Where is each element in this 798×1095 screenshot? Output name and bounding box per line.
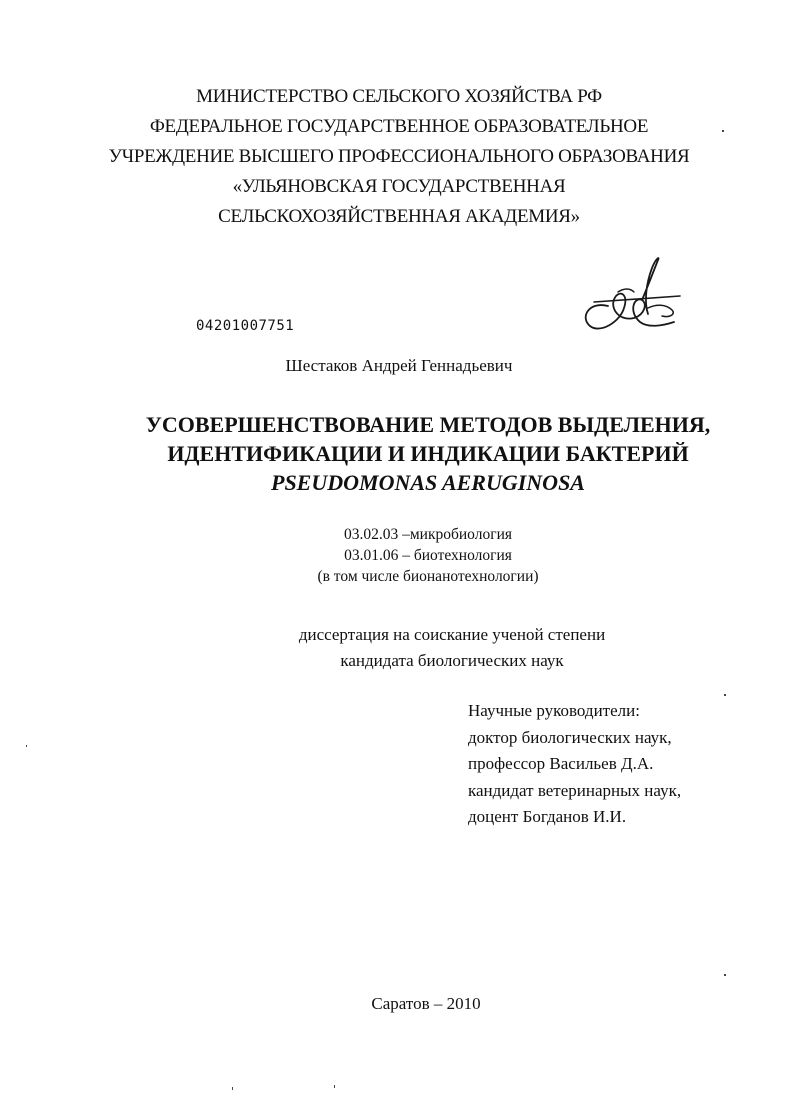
specialty-note: (в том числе бионанотехнологии)	[317, 568, 539, 585]
scientific-supervisors	[468, 698, 681, 831]
specialty-biotechnology: 03.01.06 – биотехнология	[344, 547, 512, 564]
signature-icon	[578, 256, 688, 336]
degree-statement	[0, 622, 798, 674]
title-line-1: УСОВЕРШЕНСТВОВАНИЕ МЕТОДОВ ВЫДЕЛЕНИЯ,	[145, 412, 711, 437]
supervisor-1-degree: доктор биологических наук,	[468, 727, 672, 747]
author-name: Шестаков Андрей Геннадьевич	[285, 356, 513, 375]
scan-speck	[724, 974, 726, 976]
degree-line-1: диссертация на соискание ученой степени	[298, 625, 606, 644]
city-year: Саратов – 2010	[371, 994, 481, 1013]
scan-speck	[232, 1087, 233, 1090]
scan-speck	[724, 694, 726, 696]
institution-line-academy-name: «УЛЬЯНОВСКАЯ ГОСУДАРСТВЕННАЯ	[232, 176, 566, 197]
institution-line-academy-type: СЕЛЬСКОХОЗЯЙСТВЕННАЯ АКАДЕМИЯ»	[218, 206, 580, 227]
scan-speck	[722, 130, 724, 132]
specialty-microbiology: 03.02.03 –микробиология	[343, 526, 512, 543]
institution-header	[0, 82, 798, 232]
supervisors-heading: Научные руководители:	[468, 701, 640, 720]
document-code: 04201007751	[196, 318, 295, 334]
scan-speck	[334, 1085, 335, 1088]
supervisor-2-name: доцент Богданов И.И.	[468, 807, 627, 826]
institution-line-establishment: УЧРЕЖДЕНИЕ ВЫСШЕГО ПРОФЕССИОНАЛЬНОГО ОБРАЗОВАНИЯ	[108, 146, 690, 167]
specialties	[0, 524, 798, 587]
supervisor-1-name: профессор Васильев Д.А.	[468, 754, 654, 773]
scan-speck	[26, 745, 27, 747]
title-species-name: PSEUDOMONAS AERUGINOSA	[271, 470, 585, 495]
dissertation-title	[0, 410, 798, 497]
supervisor-2-degree: кандидат ветеринарных наук,	[468, 780, 682, 800]
degree-line-2: кандидата биологических наук	[340, 651, 564, 670]
title-line-2: ИДЕНТИФИКАЦИИ И ИНДИКАЦИИ БАКТЕРИЙ	[167, 441, 689, 466]
institution-line-federal: ФЕДЕРАЛЬНОЕ ГОСУДАРСТВЕННОЕ ОБРАЗОВАТЕЛЬНОЕ	[149, 116, 649, 137]
institution-line-ministry: МИНИСТЕРСТВО СЕЛЬСКОГО ХОЗЯЙСТВА РФ	[196, 86, 602, 107]
